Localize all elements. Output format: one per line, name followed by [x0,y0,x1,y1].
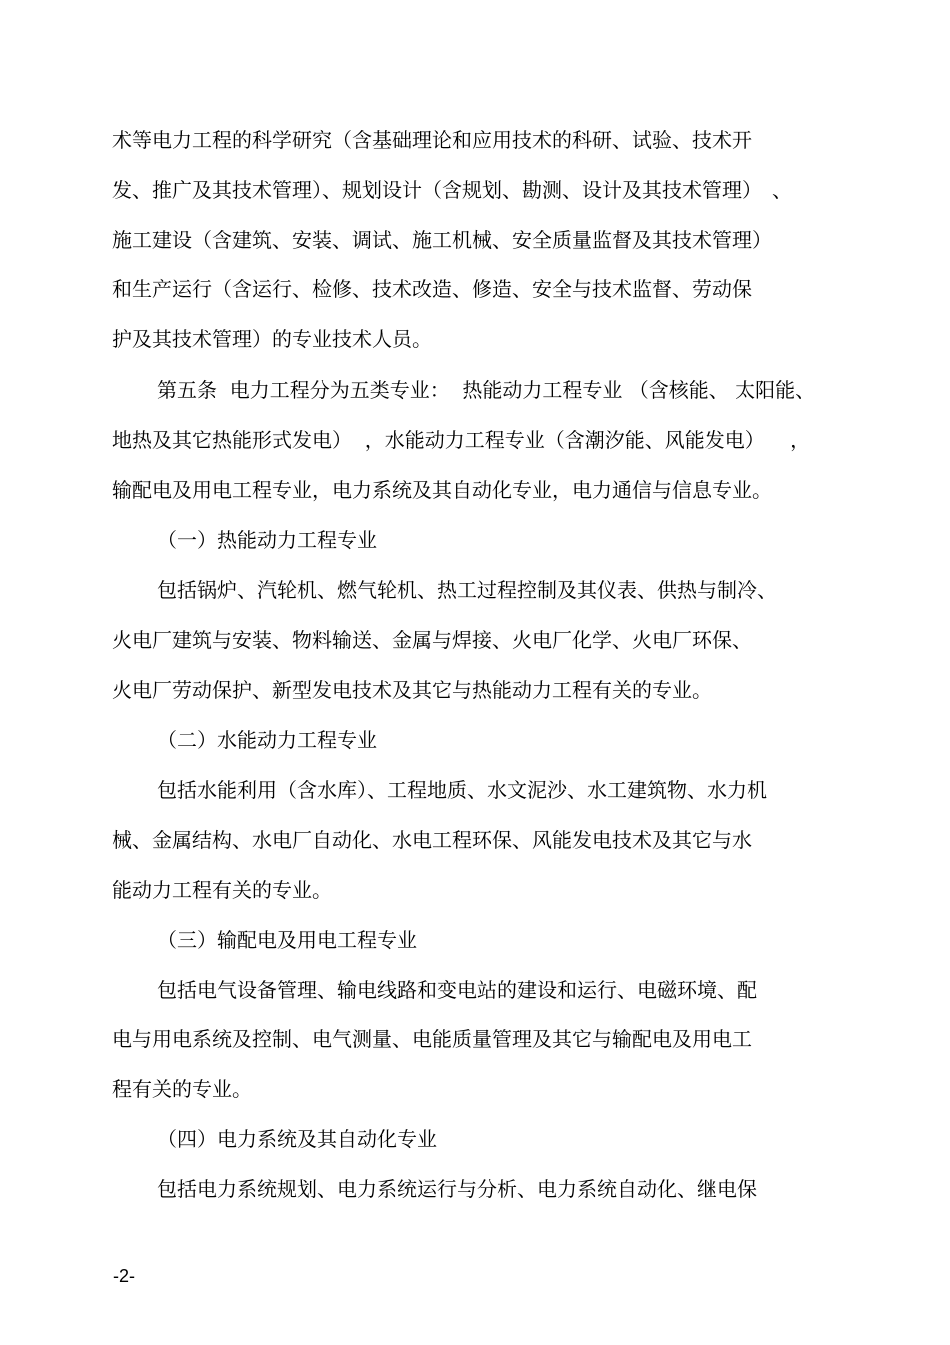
body-text-line: 能动力工程有关的专业。 [112,878,332,902]
body-text-line: 火电厂建筑与安装、物料输送、金属与焊接、火电厂化学、火电厂环保、 [112,628,752,652]
body-text-line: 火电厂劳动保护、新型发电技术及其它与热能动力工程有关的专业。 [112,678,712,702]
body-text-line: 程有关的专业。 [112,1077,252,1101]
body-text-line: 械、金属结构、水电厂自动化、水电工程环保、风能发电技术及其它与水 [112,828,752,852]
section-heading: （三）输配电及用电工程专业 [157,928,417,952]
section-heading: （一）热能动力工程专业 [157,528,377,552]
body-text-line: 包括电气设备管理、输电线路和变电站的建设和运行、电磁环境、配 [157,978,757,1002]
body-text-line: 包括锅炉、汽轮机、燃气轮机、热工过程控制及其仪表、供热与制冷、 [157,578,777,602]
body-text-line: 和生产运行（含运行、检修、技术改造、修造、安全与技术监督、劳动保 [112,277,752,301]
section-heading: （二）水能动力工程专业 [157,728,377,752]
body-text-line: 术等电力工程的科学研究（含基础理论和应用技术的科研、试验、技术开 [112,128,752,152]
body-text-line: 输配电及用电工程专业，电力系统及其自动化专业，电力通信与信息专业。 [112,478,772,502]
body-text-line: 电与用电系统及控制、电气测量、电能质量管理及其它与输配电及用电工 [112,1027,752,1051]
page-number: -2- [113,1266,135,1286]
section-heading: （四）电力系统及其自动化专业 [157,1127,437,1151]
body-text-line: 发、推广及其技术管理）、规划设计（含规划、勘测、设计及其技术管理） 、 [112,178,792,202]
body-text-line: 地热及其它热能形式发电） ，水能动力工程专业（含潮汐能、风能发电） ， [112,428,811,452]
body-text-line: 包括电力系统规划、电力系统运行与分析、电力系统自动化、继电保 [157,1177,757,1201]
article-five-line: 第五条 电力工程分为五类专业： 热能动力工程专业 （含核能、 太阳能、 [157,378,816,402]
body-text-line: 护及其技术管理）的专业技术人员。 [112,327,432,351]
body-text-line: 施工建设（含建筑、安装、调试、施工机械、安全质量监督及其技术管理） [112,228,772,252]
body-text-line: 包括水能利用（含水库）、工程地质、水文泥沙、水工建筑物、水力机 [157,778,767,802]
